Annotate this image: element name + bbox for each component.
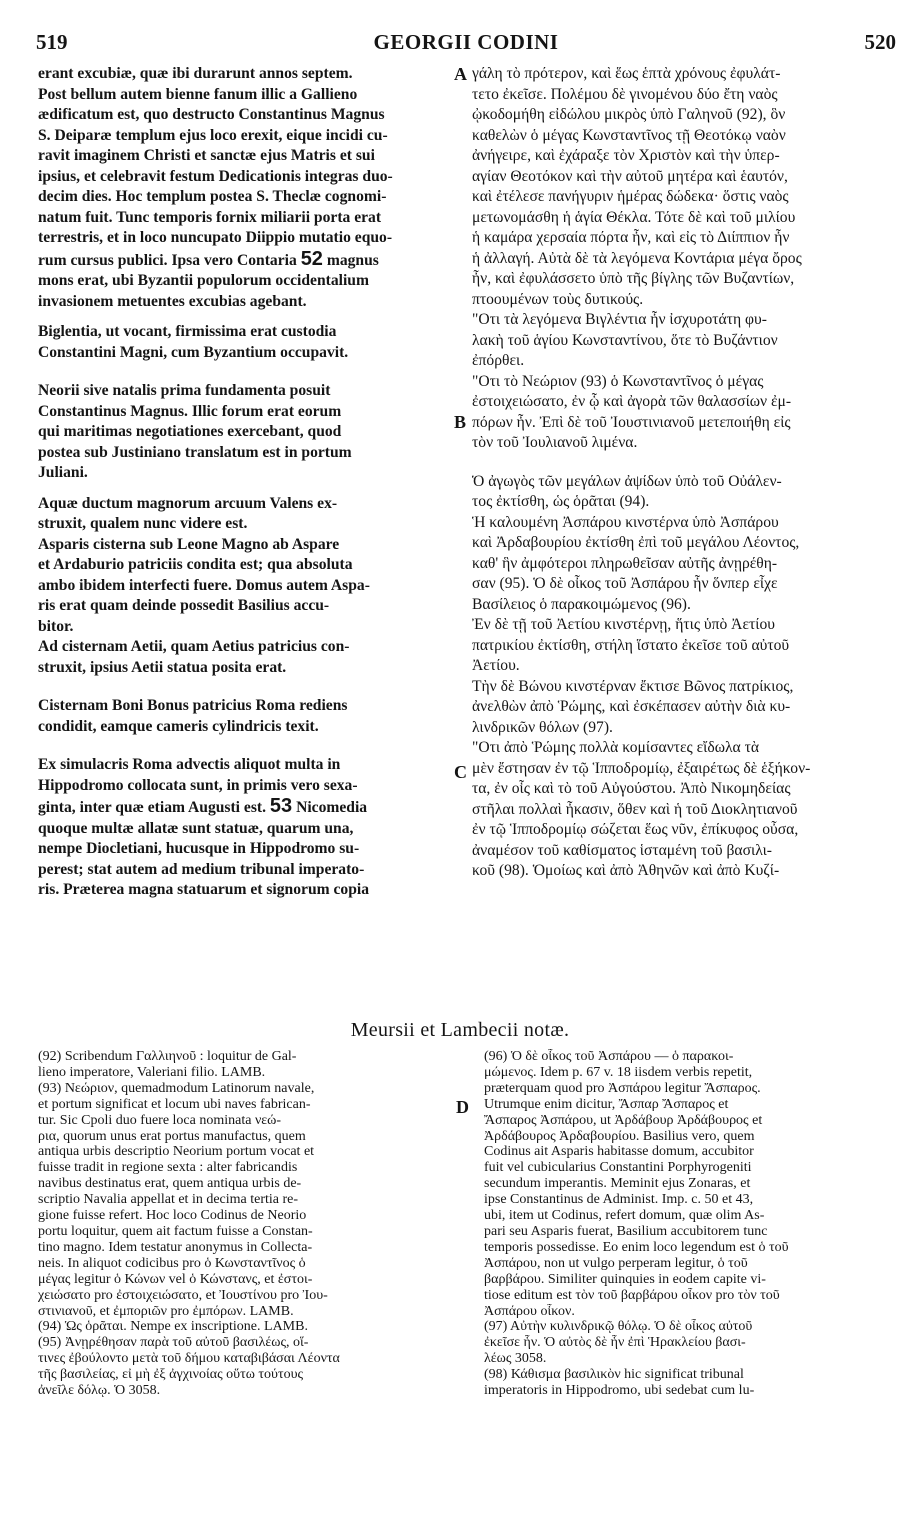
greek-line: "Οτι τὸ Νεώριον (93) ὁ Κωνσταντῖνος ὁ μέγας (472, 372, 764, 390)
latin-line: Asparis cisterna sub Leone Magno ab Aspare (38, 535, 340, 553)
greek-line: Ἐν δὲ τῇ τοῦ Ἀετίου κινστέρνῃ, ἥτις ὑπὸ Ἀετίου (472, 616, 775, 633)
note-line: (95) Ἀνῃρέθησαν παρὰ τοῦ αὐτοῦ βασιλέως, οἵ- (38, 1335, 309, 1351)
note-line: ρια, quorum unus erat portus manufactus, quem (38, 1128, 306, 1144)
latin-line: Cisternam Boni Bonus patricius Roma rediens (38, 697, 348, 714)
notes-heading: Meursii et Lambecii notæ. (350, 1019, 570, 1041)
greek-line: Ἡ καλουμένη Ἀσπάρου κινστέρνα ὑπὸ Ἀσπάρου (472, 513, 779, 531)
greek-line: τα, ἐν οἷς καὶ τὸ τοῦ Αὐγούστου. Ἀπὸ Νικομηδείας (472, 780, 791, 797)
greek-line: τὸν τοῦ Ἰουλιανοῦ λιμένα. (472, 434, 638, 451)
note-line: imperatoris in Hippodromo, ubi sedebat cum lu- (484, 1383, 755, 1399)
latin-line: et Ardaburio patriciis condita est; qua absoluta (38, 556, 353, 573)
greek-line: τος ἐκτίσθη, ὡς ὁρᾶται (94). (472, 493, 650, 510)
greek-line: καθ' ἣν ἀμφότεροι πληρωθεῖσαν αὐτῆς ἀνῃρέθη- (472, 554, 778, 572)
note-line: στινιανοῦ, et ἐμποριῶν pro ἐμπόρων. LAMB. (38, 1303, 294, 1319)
note-line: (92) Scribendum Γαλλιηνοῦ : loquitur de Gal- (38, 1049, 297, 1064)
note-line: (97) Αὐτὴν κυλινδρικῷ θόλῳ. Ὁ δὲ οἶκος αὐτοῦ (484, 1319, 753, 1335)
latin-line: erant excubiæ, quæ ibi durarunt annos septem. (38, 65, 353, 82)
greek-line: πατρικίου ἐκτίσθη, στήλη ἵστατο ἐκεῖσε τοῦ αὐτοῦ (472, 636, 790, 654)
latin-line: ravit imaginem Christi et sanctæ ejus Matris et sui (38, 147, 375, 164)
note-line: (96) Ὁ δὲ οἶκος τοῦ Ἀσπάρου — ὁ παρακοι- (484, 1049, 734, 1064)
greek-line: μὲν ἔστησαν ἐν τῷ Ἱπποδρομίῳ, ἐξαιρέτως δὲ ἑξήκον- (472, 759, 811, 777)
note-line: Utrumque enim dicitur, Ἄσπαρ Ἄσπαρος et (484, 1096, 729, 1112)
note-line: fuit vel cubicularius Constantini Porphyrogeniti (484, 1160, 752, 1176)
page-number-left: 519 (36, 30, 68, 54)
greek-line: Ἀετίου. (472, 657, 520, 674)
note-line: βαρβάρου. Similiter quinquies in eodem capite vi- (484, 1271, 766, 1287)
latin-line: decim dies. Hoc templum postea S. Theclæ cognomi- (38, 188, 387, 205)
greek-line: ἦν, καὶ ἐφυλάσσετο ὑπὸ τῆς βίγλης τῶν Βυζαντίων, (472, 270, 795, 287)
greek-line: ἀναμέσον τοῦ καθίσματος ἱσταμένη τοῦ βασιλι- (472, 841, 772, 859)
latin-line: Constantinus Magnus. Illic forum erat eorum (38, 402, 342, 420)
greek-line: ἀνήγειρε, καὶ ἐχάραξε τὸν Χριστὸν καὶ τὴν ὑπερ- (472, 147, 780, 164)
margin-mark-c: C (454, 762, 467, 782)
note-line: (94) Ὡς ὁρᾶται. Nempe ex inscriptione. LAMB. (38, 1319, 308, 1335)
latin-line: quoque multæ allatæ sunt statuæ, quarum una, (38, 819, 354, 837)
greek-line: καὶ Ἀρδαβουρίου ἐκτίσθη ἐπὶ τοῦ μεγάλου Λέοντος, (472, 534, 800, 551)
note-line: λέως 3058. (484, 1351, 547, 1367)
greek-line: στῆλαι πολλαὶ ἦκασιν, ὅθεν καὶ ἡ τοῦ Διοκλητιανοῦ (472, 800, 798, 818)
note-line: (98) Κάθισμα βασιλικὸν hic significat tribunal (484, 1367, 744, 1383)
margin-mark-b: B (454, 412, 467, 432)
greek-line: ᾠκοδομήθη εἰδώλου μικρὸς ὑπὸ Γαληνοῦ (92), ὃν (472, 106, 786, 123)
note-line: ipse Constantinus de Administ. Imp. c. 50 et 43, (484, 1192, 754, 1208)
note-line: gione fuisse refert. Hoc loco Codinus de Neorio (38, 1208, 307, 1224)
note-line: portu loquitur, quem ait factum fuisse a Constan- (38, 1223, 313, 1239)
note-line: (93) Νεώριον, quemadmodum Latinorum navale, (38, 1080, 315, 1096)
note-line: τινες ἐβούλοντο μετὰ τοῦ δήμου καταβιβάσαι Λέοντα (38, 1351, 340, 1367)
running-header (36, 30, 896, 58)
margin-mark-a: A (454, 64, 467, 84)
latin-line: Ex simulacris Roma advectis aliquot multa in (38, 756, 341, 773)
greek-line: πτοουμένων τοὺς δυτικούς. (472, 290, 644, 308)
latin-text: magnus (326, 251, 379, 269)
latin-text: ginta, inter quæ etiam Augusti est. (38, 799, 266, 816)
latin-line: postea sub Justiniano translatum est in portum (38, 443, 352, 461)
latin-line: Juliani. (38, 464, 88, 481)
note-line: ἐκεῖσε ἦν. Ὁ αὐτὸς δὲ ἦν ἐπὶ Ἡρακλείου βασι- (484, 1335, 746, 1351)
greek-line: "Οτι ἀπὸ Ῥώμης πολλὰ κομίσαντες εἴδωλα τὰ (472, 739, 760, 756)
note-line: pari seu Asparis fuerat, Basilium accubitorem tunc (484, 1223, 768, 1239)
note-line: τῆς βασιλείας, εἰ μὴ ἐξ ἀγχινοίας οὕτω τούτους (38, 1367, 304, 1383)
note-line: Ἀρδάβουρος Ἀρδαβουρίου. Basilius vero, quem (484, 1128, 755, 1144)
greek-line: λακὴ τοῦ ἁγίου Κωνσταντίνου, ὅτε τὸ Βυζάντιον (472, 331, 778, 349)
latin-line: struxit, qualem nunc videre est. (38, 515, 248, 532)
latin-line: terrestris, et in loco nuncupato Diippio mutatio equo- (38, 229, 393, 246)
greek-line: ἡ ἀλλαγή. Αὐτὰ δὲ τὰ λεγόμενα Κοντάρια μέγα ὄρος (472, 249, 802, 267)
latin-text: rum cursus publici. Ipsa vero Contaria (38, 251, 297, 269)
latin-line (38, 796, 450, 819)
greek-line: ἡ καμάρα χερσαία πόρτα ἦν, καὶ εἰς τὸ Διίππιον ἦν (472, 229, 790, 246)
note-line: fuisse tradit in regione sexta : alter fabricandis (38, 1160, 298, 1176)
greek-line: Βασίλειος ὁ παρακοιμώμενος (96). (472, 595, 691, 613)
latin-line: Biglentia, ut vocant, firmissima erat custodia (38, 323, 337, 340)
notes-right-column (484, 1049, 890, 1399)
latin-line: invasionem metuentes excubias agebant. (38, 292, 307, 310)
note-line: scriptio Navalia appellat et in decima tertia re- (38, 1192, 299, 1208)
notes-left-column (38, 1049, 450, 1399)
note-line: μώμενος. Idem p. 67 v. 18 iisdem verbis repetit, (484, 1064, 753, 1080)
latin-text: Nicomedia (296, 799, 368, 816)
greek-line: λινδρικῶν θόλων (97). (472, 718, 613, 736)
greek-line: "Οτι τὰ λεγόμενα Βιγλέντια ἦν ἰσχυροτάτη φυ- (472, 311, 767, 328)
latin-line: ris erat quam deinde possedit Basilius accu- (38, 597, 330, 614)
greek-column (472, 64, 890, 882)
greek-line: ἐν τῷ Ἱπποδρομίῳ σώζεται ἕως νῦν, ἐπίκυφος οὖσα, (472, 821, 799, 838)
note-line: Ἀσπάρου οἶκον. (484, 1303, 575, 1319)
latin-line: Neorii sive natalis prima fundamenta posuit (38, 382, 331, 399)
latin-line: S. Deiparæ templum ejus loco erexit, eique incidi cu- (38, 126, 388, 144)
note-line: lieno imperatore, Valeriani filio. LAMB. (38, 1064, 266, 1080)
greek-line: καθελὼν ὁ μέγας Κωνσταντῖνος τῇ Θεοτόκῳ ναὸν (472, 126, 786, 144)
section-number-53: 53 (269, 796, 293, 817)
latin-line: ædificatum est, quo destructo Constantinus Magnus (38, 106, 385, 123)
note-line: Codinus ait Asparis habitasse domum, accubitor (484, 1144, 754, 1160)
greek-line: ἐστοιχειώσατο, ἐν ᾧ καὶ ἀγορὰ τῶν θαλασσίων ἐμ- (472, 393, 792, 410)
greek-line: πόρων ἦν. Ἐπὶ δὲ τοῦ Ἰουστινιανοῦ μετεποιήθη εἰς (472, 413, 791, 431)
greek-line: μετωνομάσθη ἡ ἁγία Θέκλα. Τότε δὲ καὶ τοῦ μιλίου (472, 208, 796, 226)
greek-line: γάλη τὸ πρότερον, καὶ ἕως ἑπτὰ χρόνους ἐφυλάτ- (472, 65, 781, 82)
note-line: temporis possedisse. Eo enim loco legendum est ὁ τοῦ (484, 1239, 789, 1255)
page-number-right: 520 (864, 30, 896, 54)
section-number-52: 52 (300, 248, 323, 270)
note-line: secundum imperantis. Meminit ejus Zonaras, et (484, 1176, 751, 1192)
greek-line: τετο ἐκεῖσε. Πολέμου δὲ γινομένου δύο ἔτη ναὸς (472, 85, 778, 103)
latin-line: ipsius, et celebravit festum Dedicationis integras duo- (38, 167, 393, 185)
note-line: navibus destinatus erat, quem antiqua urbis de- (38, 1176, 302, 1192)
latin-line: Hippodromo collocata sunt, in primis vero sexa- (38, 776, 358, 794)
note-line: tino magno. Idem testatur anonymus in Collecta- (38, 1239, 313, 1255)
latin-line (38, 249, 450, 272)
greek-line: ἀνελθὼν ἀπὸ Ῥώμης, καὶ ἐσκέπασεν αὐτὴν διὰ κυ- (472, 698, 791, 715)
note-line: μέγας legitur ὁ Κώνων vel ὁ Κώνστανς, et ἐστοι- (38, 1271, 313, 1287)
greek-line: αγίαν Θεοτόκον καὶ τὴν αὐτοῦ μητέρα καὶ ἑαυτόν, (472, 167, 788, 185)
latin-line: natum fuit. Tunc temporis fornix miliarii porta erat (38, 208, 382, 226)
latin-line: ambo ibidem interfecti fuere. Domus autem Aspa- (38, 576, 370, 594)
margin-mark-d: D (456, 1097, 469, 1117)
note-line: ἀνεῖλε δόλῳ. Ὁ 3058. (38, 1383, 161, 1399)
latin-line: Ad cisternam Aetii, quam Aetius patricius con- (38, 638, 350, 655)
note-line: ubi, item ut Codinus, refert domum, quæ olim As- (484, 1208, 765, 1224)
greek-line: Ὁ ἀγωγὸς τῶν μεγάλων ἀψίδων ὑπὸ τοῦ Οὐάλεν- (472, 472, 782, 490)
greek-line: ἐπόρθει. (472, 352, 525, 369)
note-line: neis. In aliquot codicibus pro ὁ Κωνσταντῖνος ὁ (38, 1255, 306, 1271)
greek-line: καὶ ἐτέλεσε πανήγυριν ἡμέρας δώδεκα· ὅστις ναὸς (472, 188, 789, 205)
note-line: tur. Sic Cpoli duo fuere loca nominata νεώ- (38, 1112, 282, 1128)
latin-line: bitor. (38, 617, 74, 635)
latin-line: Aquæ ductum magnorum arcuum Valens ex- (38, 494, 338, 512)
latin-line: Constantini Magni, cum Byzantium occupavit. (38, 343, 349, 361)
note-line: χειώσατο pro ἐστοιχειώσατο, et Ἰουστίνου pro Ἰου- (38, 1287, 328, 1303)
latin-line: struxit, ipsius Aetii statua posita erat. (38, 658, 287, 676)
greek-line: κοῦ (98). Ὁμοίως καὶ ἀπὸ Ἀθηνῶν καὶ ἀπὸ Κυζί- (472, 862, 780, 879)
note-line: præterquam quod pro Ἀσπάρου legitur Ἄσπαρος. (484, 1080, 761, 1096)
latin-line: ris. Præterea magna statuarum et signorum copia (38, 881, 370, 898)
note-line: Ἀσπάρου, non ut vulgo perperam legitur, ὁ τοῦ (484, 1255, 748, 1271)
running-title: GEORGII CODINI (373, 30, 559, 54)
note-line: tiose editum est τὸν τοῦ βαρβάρου οἶκον pro τὸν τοῦ (484, 1287, 780, 1303)
latin-line: condidit, eamque cameris cylindricis texit. (38, 717, 319, 735)
latin-line: qui maritimas negotiationes exercebant, quod (38, 423, 342, 440)
latin-line: Post bellum autem bienne fanum illic a Gallieno (38, 85, 358, 103)
greek-line: Τὴν δὲ Βώνου κινστέρναν ἔκτισε Βῶνος πατρίκιος, (472, 677, 794, 695)
note-line: et portum significat et locum ubi naves fabrican- (38, 1096, 311, 1112)
latin-line: mons erat, ubi Byzantii populorum occidentalium (38, 272, 369, 289)
latin-column (38, 64, 450, 901)
greek-line: σαν (95). Ὁ δὲ οἶκος τοῦ Ἀσπάρου ἦν ὅνπερ εἶχε (472, 575, 778, 592)
note-line: Ἄσπαρος Ἀσπάρου, ut Ἀρδάβουρ Ἀρδάβουρος et (484, 1112, 763, 1128)
latin-line: nempe Diocletiani, hucusque in Hippodromo su- (38, 840, 360, 857)
latin-line: perest; stat autem ad medium tribunal imperato- (38, 860, 365, 878)
note-line: antiqua urbis descriptio Neorium portum vocat et (38, 1144, 315, 1160)
